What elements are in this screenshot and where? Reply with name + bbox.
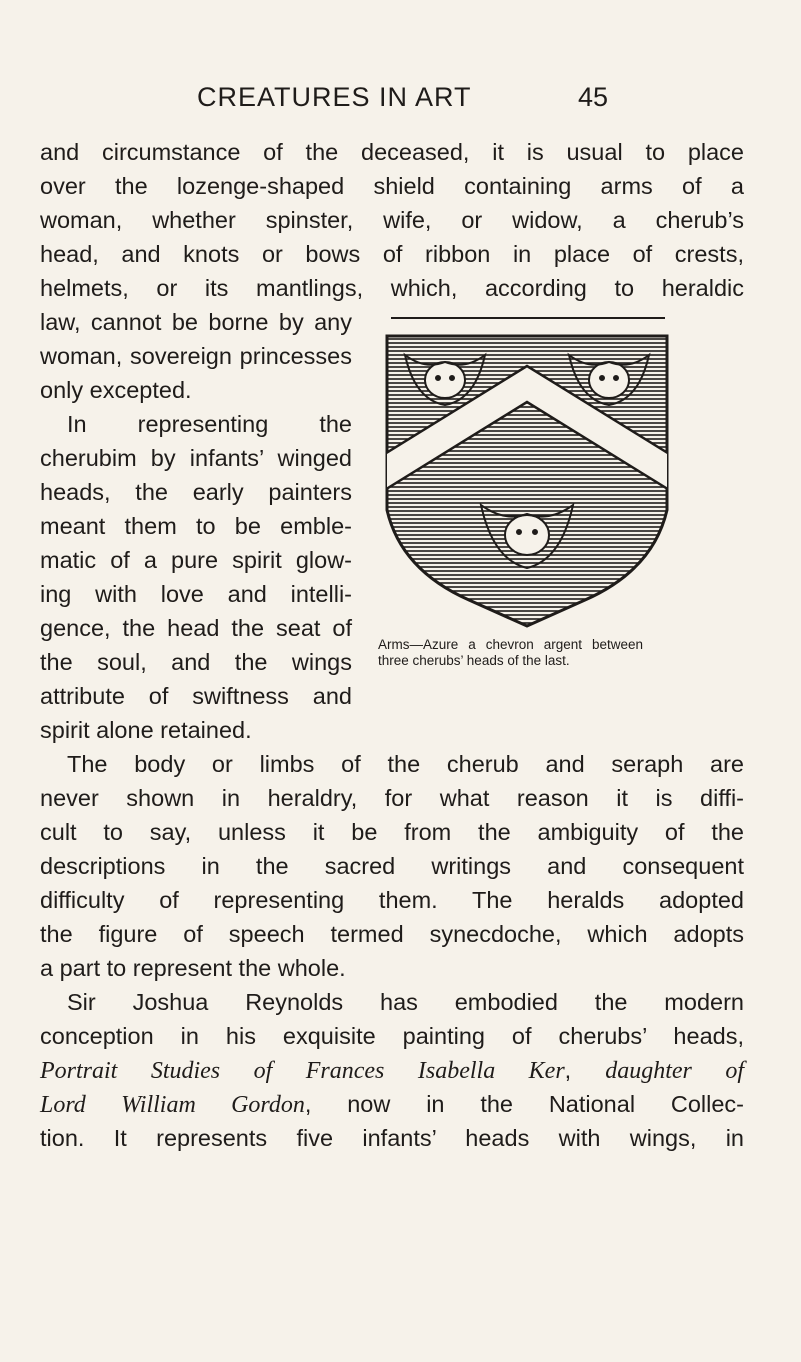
text-line: heads, the early painters bbox=[40, 479, 352, 505]
artwork-title-cont: Lord William Gordon bbox=[40, 1092, 305, 1118]
text-line: Sir Joshua Reynolds has embodied the modern bbox=[67, 989, 744, 1015]
text-line: cherubim by infants’ winged bbox=[40, 445, 352, 471]
page-header bbox=[0, 82, 801, 122]
page-number: 45 bbox=[578, 82, 609, 112]
figure-caption: Arms—Azure a chevron argent between three cherubs’ heads of the last. bbox=[378, 637, 643, 668]
text-line: conception in his exquisite painting of cherubs’ heads, bbox=[40, 1023, 744, 1049]
text-line: tion. It represents five infants’ heads with wings, in bbox=[40, 1125, 744, 1151]
text-line: only excepted. bbox=[40, 377, 192, 403]
text-line: matic of a pure spirit glow- bbox=[40, 547, 352, 573]
text-segment: , now in the National Collec- bbox=[304, 1091, 745, 1117]
text-line: never shown in heraldry, for what reason it is diffi- bbox=[40, 785, 744, 811]
text-line: the figure of speech termed synecdoche, which adopts bbox=[40, 921, 744, 947]
text-line: the soul, and the wings bbox=[40, 649, 352, 675]
text-line: helmets, or its mantlings, which, according to heraldic bbox=[40, 275, 744, 301]
text-line: spirit alone retained. bbox=[40, 717, 252, 743]
running-title: CREATURES IN ART bbox=[197, 82, 472, 112]
text-line: ing with love and intelli- bbox=[40, 581, 352, 607]
text-line: over the lozenge-shaped shield containing arms of a bbox=[40, 173, 744, 199]
text-line: woman, whether spinster, wife, or widow, a cherub’s bbox=[40, 207, 744, 233]
heraldic-shield-illustration bbox=[385, 310, 669, 632]
text-line: law, cannot be borne by any bbox=[40, 309, 352, 335]
text-line: a part to represent the whole. bbox=[40, 955, 346, 981]
text-line: head, and knots or bows of ribbon in place of crests, bbox=[40, 241, 744, 267]
text-line: difficulty of representing them. The heralds adopted bbox=[40, 887, 744, 913]
text-line: In representing the bbox=[67, 411, 352, 437]
text-line: cult to say, unless it be from the ambiguity of the bbox=[40, 819, 744, 845]
text-line bbox=[40, 1054, 744, 1087]
text-line: attribute of swiftness and bbox=[40, 683, 352, 709]
artwork-title: Portrait Studies of Frances Isabella Ker bbox=[40, 1058, 565, 1084]
text-line: meant them to be emble- bbox=[40, 513, 352, 539]
artwork-title-cont: daughter of bbox=[605, 1058, 745, 1084]
punctuation: , bbox=[564, 1057, 606, 1083]
text-line: woman, sovereign princesses bbox=[40, 343, 352, 369]
text-line: and circumstance of the deceased, it is usual to place bbox=[40, 139, 744, 165]
text-line: The body or limbs of the cherub and seraph are bbox=[67, 751, 744, 777]
text-line: gence, the head the seat of bbox=[40, 615, 352, 641]
text-line bbox=[40, 1088, 744, 1121]
text-line: descriptions in the sacred writings and consequent bbox=[40, 853, 744, 879]
